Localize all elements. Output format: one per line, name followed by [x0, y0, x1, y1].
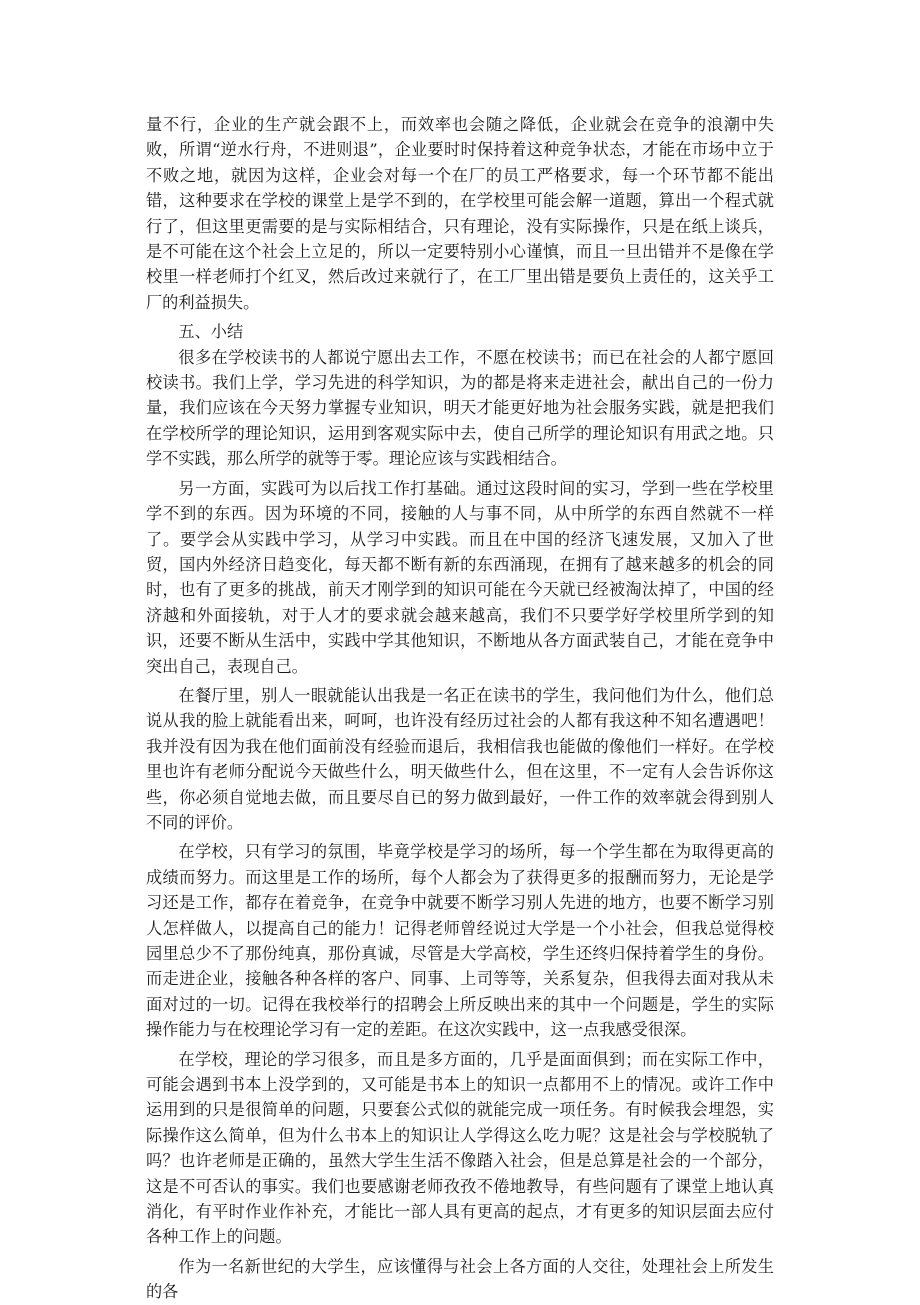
- paragraph-summary-2: 另一方面，实践可为以后找工作打基础。通过这段时间的实习，学到一些在学校里学不到的东西。因为环境的不同，接触的人与事不同，从中所学的东西自然就不一样了。要学会从实践中学习，从学习中实践。而且在中国的经济飞速发展，又加入了世贸，国内外经济日趋变化，每天都不断有新的东西涌现，在拥有了越来越多的机会的同时，也有了更多的挑战，前天才刚学到的知识可能在今天就已经被淘汰掉了，中国的经济越和外面接轨，对于人才的要求就会越来越高，我们不只要学好学校里所学到的知识，还要不断从生活中，实践中学其他知识，不断地从各方面武装自己，才能在竞争中突出自己，表现自己。: [146, 478, 774, 676]
- paragraph-summary-5: 在学校，理论的学习很多，而且是多方面的，几乎是面面俱到；而在实际工作中，可能会遇到书本上没学到的，又可能是书本上的知识一点都用不上的情况。或许工作中运用到的只是很简单的问题，只要套公式似的就能完成一项任务。有时候我会埋怨，实际操作这么简单，但为什么书本上的知识让人学得这么吃力呢？这是社会与学校脱轨了吗？也许老师是正确的，虽然大学生生活不像踏入社会，但是总算是社会的一个部分，这是不可否认的事实。我们也要感谢老师孜孜不倦地教导，有些问题有了课堂上地认真消化，有平时作业作补充，才能比一部人具有更高的起点，才有更多的知识层面去应付各种工作上的问题。: [146, 1049, 774, 1247]
- section-heading: 五、小结: [178, 322, 244, 342]
- paragraph-summary-1: 很多在学校读书的人都说宁愿出去工作，不愿在校读书；而已在社会的人都宁愿回校读书。我们上学，学习先进的科学知识，为的都是将来走进社会，献出自己的一份力量，我们应该在今天努力掌握专业知识，明天才能更好地为社会服务实践，就是把我们在学校所学的理论知识，运用到客观实际中去，使自己所学的理论知识有用武之地。只学不实践，那么所学的就等于零。理论应该与实践相结合。: [146, 347, 774, 469]
- paragraph-summary-3: 在餐厅里，别人一眼就能认出我是一名正在读书的学生，我问他们为什么，他们总说从我的脸上就能看出来，呵呵，也许没有经历过社会的人都有我这种不知名遭遇吧！我并没有因为我在他们面前没有经验而退后，我相信我也能做的像他们一样好。在学校里也许有老师分配说今天做些什么，明天做些什么，但在这里，不一定有人会告诉你这些，你必须自觉地去做，而且要尽自已的努力做到最好，一件工作的效率就会得到别人不同的评价。: [146, 685, 774, 832]
- paragraph-summary-6: 作为一名新世纪的大学生，应该懂得与社会上各方面的人交往，处理社会上所发生的各: [146, 1256, 774, 1302]
- document-body: [146, 112, 774, 1305]
- paragraph-continuation: 量不行，企业的生产就会跟不上，而效率也会随之降低，企业就会在竞争的浪潮中失败，所谓“逆水行舟，不进则退”，企业要时时保持着这种竞争状态，才能在市场中立于不败之地，就因为这样，企业会对每一个在厂的员工严格要求，每一个环节都不能出错，这种要求在学校的课堂上是学不到的，在学校里可能会解一道题，算出一个程式就行了，但这里更需要的是与实际相结合，只有理论，没有实际操作，只是在纸上谈兵，是不可能在这个社会上立足的，所以一定要特别小心谨慎，而且一旦出错并不是像在学校里一样老师打个红叉，然后改过来就行了，在工厂里出错是要负上责任的，这关乎工厂的利益损失。: [146, 115, 774, 312]
- paragraph-summary-4: 在学校，只有学习的氛围，毕竟学校是学习的场所，每一个学生都在为取得更高的成绩而努力。而这里是工作的场所，每个人都会为了获得更多的报酬而努力，无论是学习还是工作，都存在着竞争，在竞争中就要不断学习别人先进的地方，也要不断学习别人怎样做人，以提高自己的能力！记得老师曾经说过大学是一个小社会，但我总觉得校园里总少不了那份纯真，那份真诚，尽管是大学高校，学生还终归保持着学生的身份。而走进企业，接触各种各样的客户、同事、上司等等，关系复杂，但我得去面对我从未面对过的一切。记得在我校举行的招聘会上所反映出来的其中一个问题是，学生的实际操作能力与在校理论学习有一定的差距。在这次实践中，这一点我感受很深。: [146, 842, 774, 1040]
